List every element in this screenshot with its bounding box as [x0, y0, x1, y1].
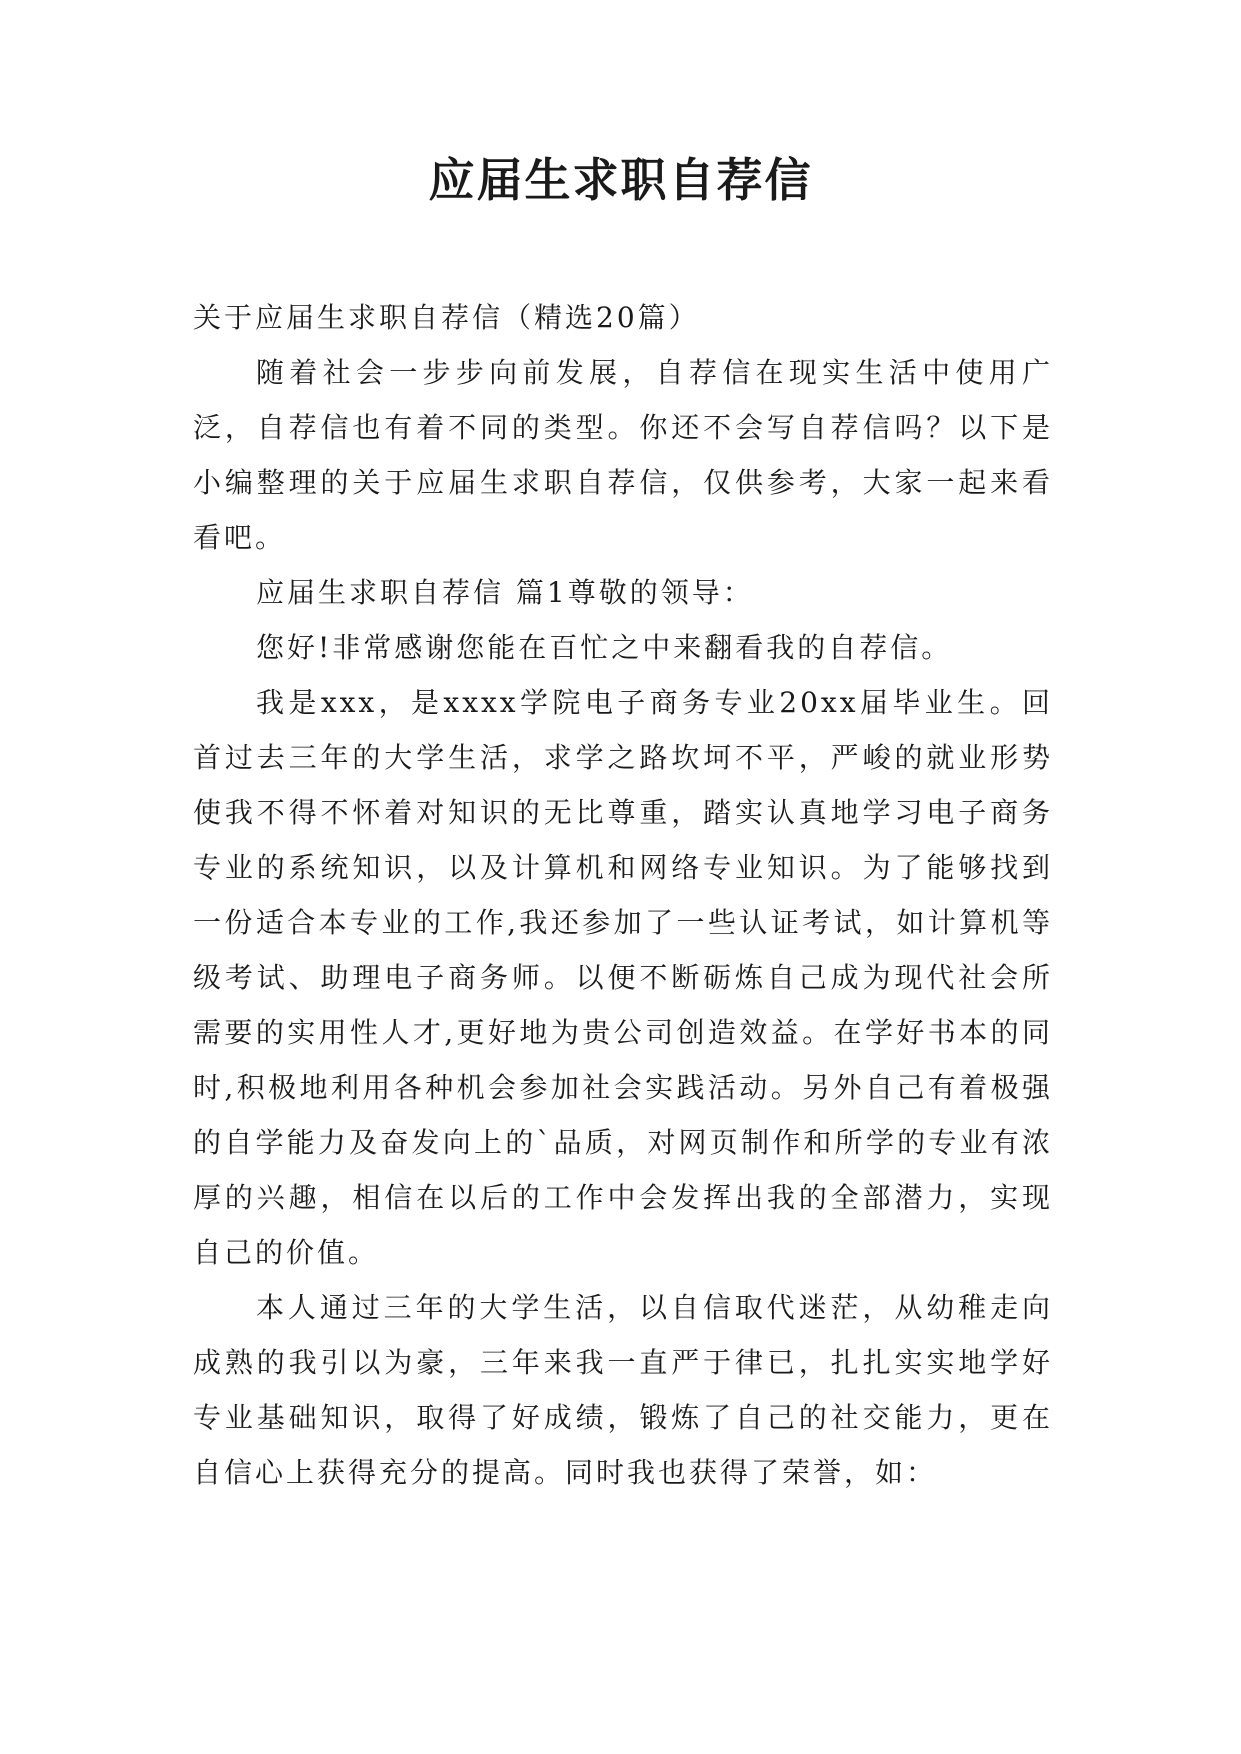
document-title: 应届生求职自荐信: [428, 153, 813, 207]
body-paragraph: 本人通过三年的大学生活，以自信取代迷茫，从幼稚走向成熟的我引以为豪，三年来我一直严于律已，扎扎实实地学好专业基础知识，取得了好成绩，锻炼了自己的社交能力，更在自信心上获得充分的提高。同时我也获得了荣誉，如：: [193, 1291, 1053, 1489]
greeting-paragraph: 您好!非常感谢您能在百忙之中来翻看我的自荐信。: [256, 631, 953, 664]
subtitle-paragraph: 关于应届生求职自荐信（精选20篇）: [193, 301, 700, 334]
document-body: [193, 290, 1053, 1500]
intro-paragraph: 随着社会一步步向前发展，自荐信在现实生活中使用广泛，自荐信也有着不同的类型。你还不会写自荐信吗？以下是小编整理的关于应届生求职自荐信，仅供参考，大家一起来看看吧。: [193, 356, 1053, 554]
section-heading-paragraph: 应届生求职自荐信 篇1尊敬的领导：: [256, 576, 754, 609]
body-paragraph: 我是xxx，是xxxx学院电子商务专业20xx届毕业生。回首过去三年的大学生活，求学之路坎坷不平，严峻的就业形势使我不得不怀着对知识的无比尊重，踏实认真地学习电子商务专业的系统知识，以及计算机和网络专业知识。为了能够找到一份适合本专业的工作,我还参加了一些认证考试，如计算机等级考试、助理电子商务师。以便不断砺炼自己成为现代社会所需要的实用性人才,更好地为贵公司创造效益。在学好书本的同时,积极地利用各种机会参加社会实践活动。另外自己有着极强的自学能力及奋发向上的`品质，对网页制作和所学的专业有浓厚的兴趣，相信在以后的工作中会发挥出我的全部潜力，实现自己的价值。: [193, 686, 1053, 1269]
